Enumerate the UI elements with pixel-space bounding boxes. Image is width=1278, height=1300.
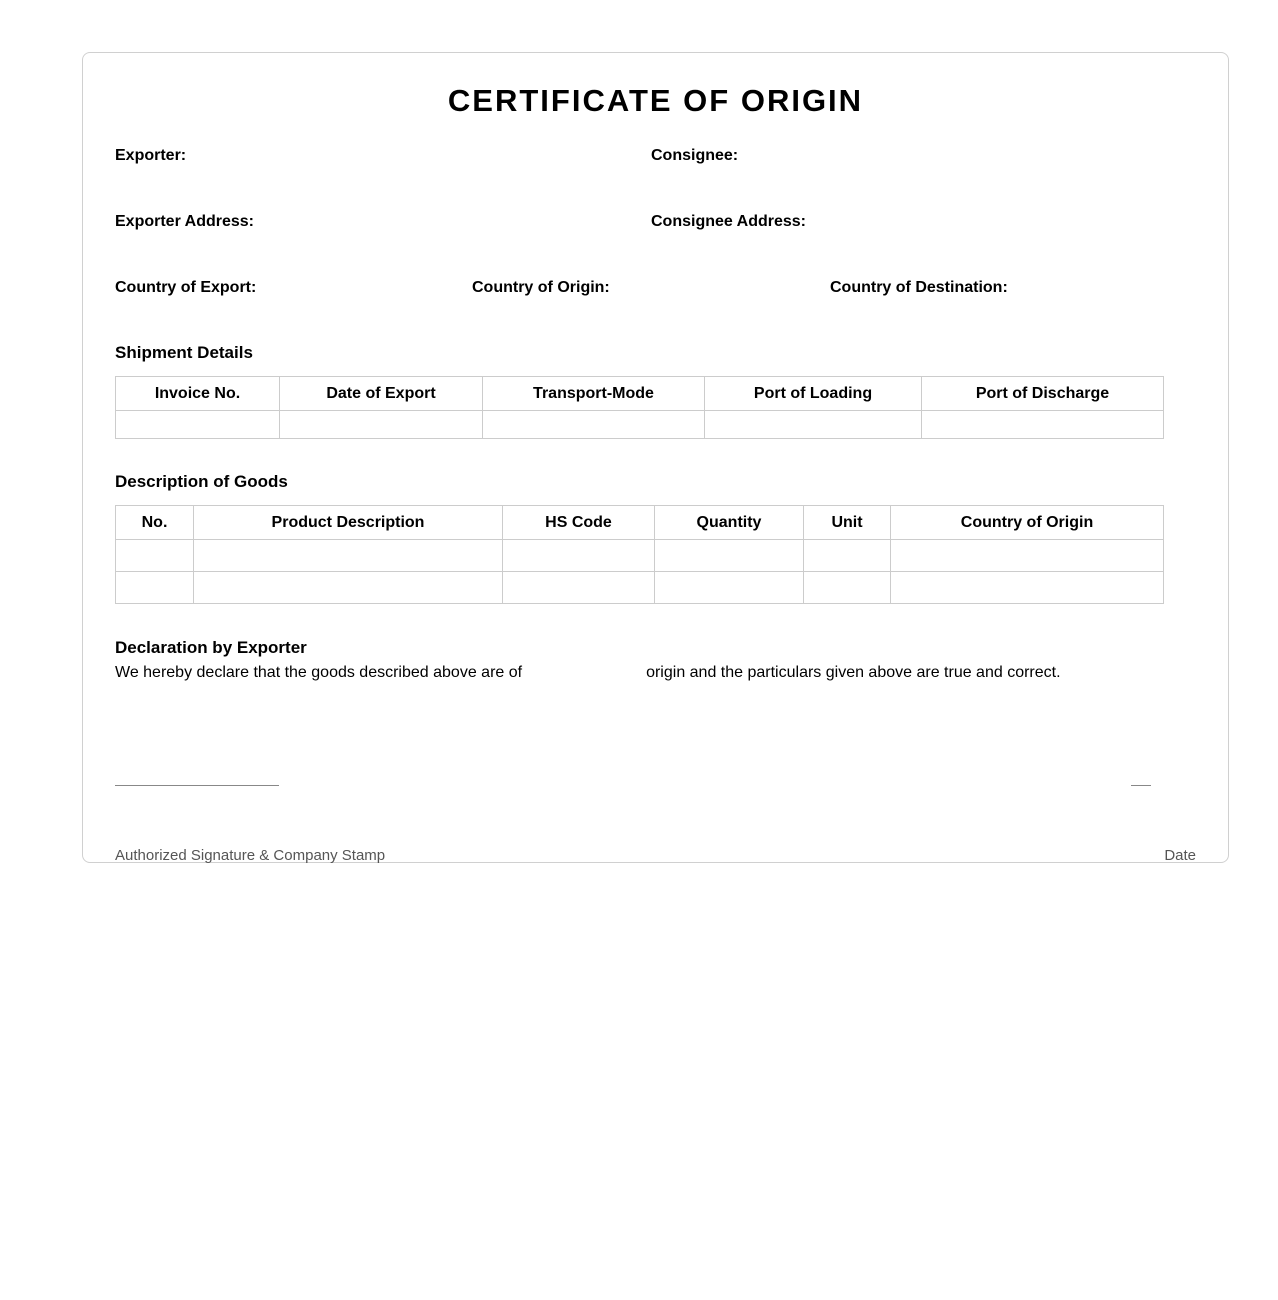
- declaration-text-before: We hereby declare that the goods described above are of: [115, 664, 523, 681]
- date-line: [1131, 785, 1151, 786]
- declaration-text-after: origin and the particulars given above are true and correct.: [646, 664, 1061, 681]
- col-product-description: Product Description: [194, 506, 503, 540]
- consignee-address-label: Consignee Address:: [651, 213, 806, 230]
- quantity-cell: [655, 540, 804, 572]
- table-row: [116, 540, 1164, 572]
- date-label: Date: [1164, 847, 1196, 864]
- unit-cell: [804, 572, 891, 604]
- invoice-no-cell: [116, 411, 280, 439]
- table-row: [116, 572, 1164, 604]
- shipment-details-title: Shipment Details: [115, 343, 253, 362]
- product-description-cell: [194, 540, 503, 572]
- col-quantity: Quantity: [655, 506, 804, 540]
- country-of-origin-label: Country of Origin:: [472, 279, 610, 296]
- col-date-of-export: Date of Export: [280, 377, 483, 411]
- col-country-of-origin: Country of Origin: [891, 506, 1164, 540]
- hs-code-cell: [503, 572, 655, 604]
- goods-header-row: [116, 506, 1164, 540]
- transport-mode-cell: [483, 411, 705, 439]
- col-unit: Unit: [804, 506, 891, 540]
- consignee-label: Consignee:: [651, 147, 739, 164]
- port-of-loading-cell: [705, 411, 922, 439]
- hs-code-cell: [503, 540, 655, 572]
- exporter-label: Exporter:: [115, 147, 187, 164]
- certificate-card: [82, 52, 1229, 863]
- document-title: CERTIFICATE OF ORIGIN: [447, 83, 864, 118]
- goods-table: [115, 505, 1164, 604]
- no-cell: [116, 540, 194, 572]
- col-transport-mode: Transport-Mode: [483, 377, 705, 411]
- country-of-export-label: Country of Export:: [115, 279, 257, 296]
- product-description-cell: [194, 572, 503, 604]
- col-no: No.: [116, 506, 194, 540]
- country-of-origin-cell: [891, 540, 1164, 572]
- shipment-header-row: [116, 377, 1164, 411]
- declaration-text: [115, 664, 1061, 682]
- col-hs-code: HS Code: [503, 506, 655, 540]
- table-row: [116, 411, 1164, 439]
- col-port-of-discharge: Port of Discharge: [922, 377, 1164, 411]
- country-of-origin-cell: [891, 572, 1164, 604]
- shipment-table: [115, 376, 1164, 439]
- quantity-cell: [655, 572, 804, 604]
- signature-line: [115, 785, 279, 786]
- col-invoice-no: Invoice No.: [116, 377, 280, 411]
- date-of-export-cell: [280, 411, 483, 439]
- unit-cell: [804, 540, 891, 572]
- col-port-of-loading: Port of Loading: [705, 377, 922, 411]
- country-of-destination-label: Country of Destination:: [830, 279, 1008, 296]
- no-cell: [116, 572, 194, 604]
- description-of-goods-title: Description of Goods: [115, 472, 288, 491]
- exporter-address-label: Exporter Address:: [115, 213, 254, 230]
- declaration-title: Declaration by Exporter: [115, 638, 307, 657]
- signature-label: Authorized Signature & Company Stamp: [115, 847, 386, 864]
- port-of-discharge-cell: [922, 411, 1164, 439]
